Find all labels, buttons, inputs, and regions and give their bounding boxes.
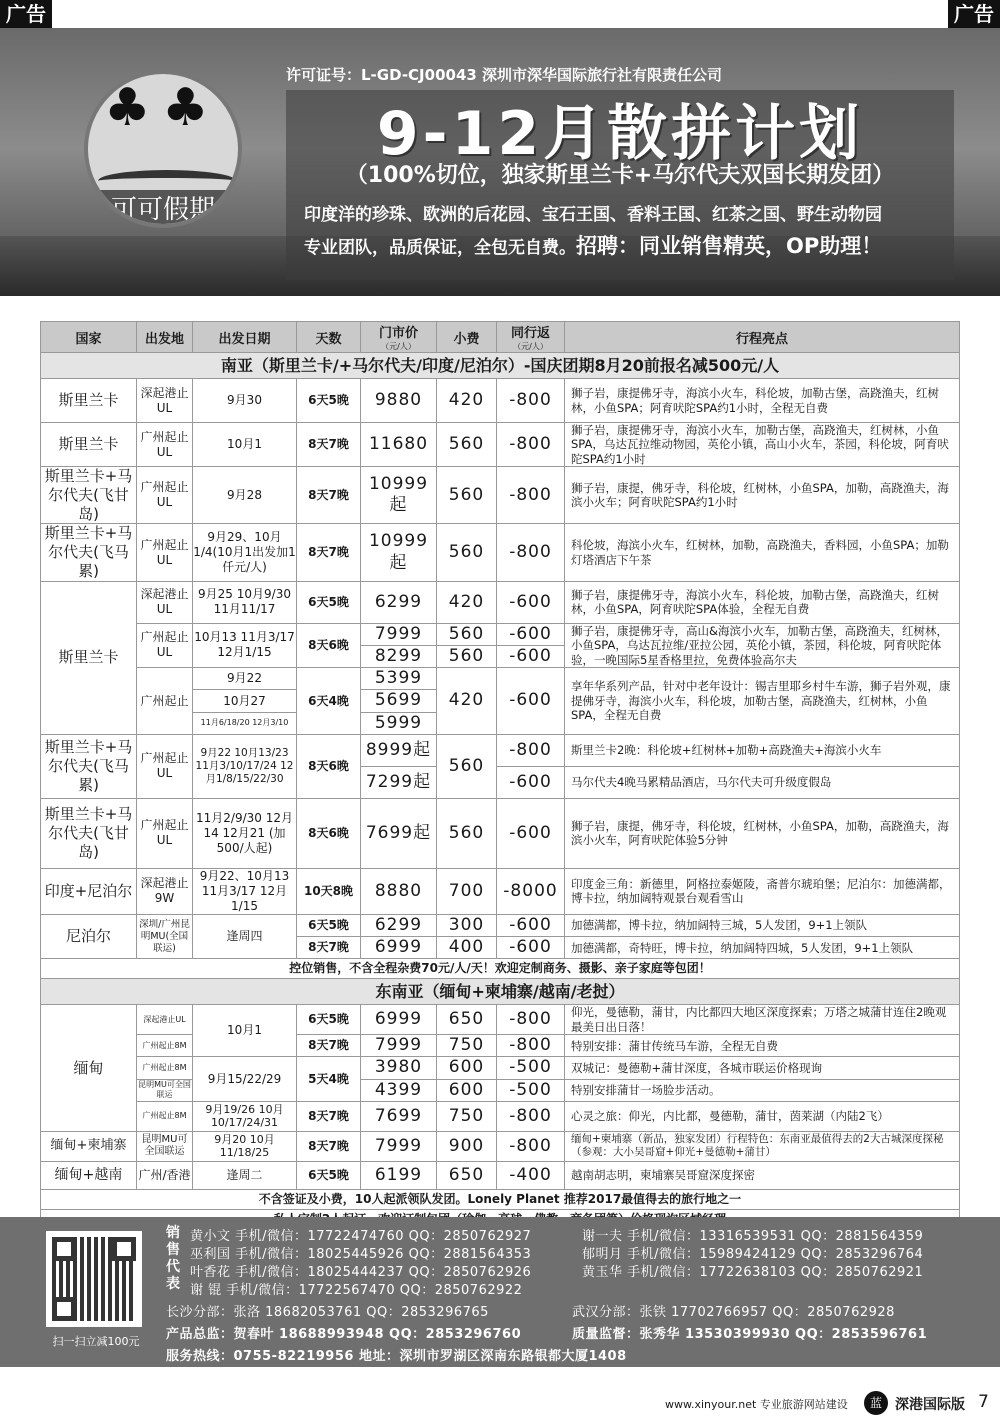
table-row: 斯里兰卡+马尔代夫(飞马累) 广州起止UL 9月29、10月1/4(10月1出发加1仟元/人) 8天7晚 10999起 560 -800 科伦坡，海滨小火车，红树林，加勒，高跷渔夫，香料园，小鱼SPA；加勒灯塔酒店下午茶 xyxy=(41,524,960,581)
tagline-destinations: 印度洋的珍珠、欧洲的后花园、宝石王国、香料王国、红茶之国、野生动物园 xyxy=(304,205,882,225)
qr-code[interactable] xyxy=(46,1231,142,1327)
table-row: 尼泊尔 深圳/广州昆明MU(全国联运) 逢周四 6天5晚 6299 300 -600 加德满都，博卡拉，纳加阔特三城，5人发团，9+1上领队 xyxy=(41,914,960,936)
palm-tree-icon: ♣ xyxy=(104,78,151,138)
table-row: 广州起止8M 9月19/26 10月10/17/24/31 8天7晚 7699 750 -800 心灵之旅：仰光，内比都，曼德勒，蒲甘，茵莱湖（内陆2飞） xyxy=(41,1101,960,1131)
license-text: 许可证号：L-GD-CJ00043 深圳市深华国际旅行社有限责任公司 xyxy=(286,66,723,84)
sales-rep: 谢 锟 手机/微信：17722567470 QQ：2850762922 xyxy=(190,1283,523,1298)
sales-rep: 巫利国 手机/微信：18025445926 QQ：2881564353 xyxy=(190,1247,532,1262)
page-bottom xyxy=(0,1390,1000,1417)
website-link[interactable]: www.xinyour.net 专业旅游网站建设 xyxy=(665,1398,848,1411)
qr-caption: 扫一扫立减100元 xyxy=(52,1335,140,1348)
page-title: 9-12月散拼计划 xyxy=(376,99,864,169)
edition-name: 深港国际版 xyxy=(895,1397,965,1413)
table-row: 广州起止 9月22 6天4晚 5399 420 -600 享年华系列产品，针对中老年设计：锡吉里耶乡村牛车游，狮子岩外观，康提佛牙寺，海滨小火车，科伦坡，加勒古堡，高跷渔夫，红树林，小鱼SPA，全程无自费 xyxy=(41,668,960,690)
table-row: 缅甸 深起港止UL 10月1 6天5晚 6999 650 -800 仰光，曼德勒，蒲甘，内比都四大地区深度探索；万塔之城蒲甘连住2晚观最美日出日落！ xyxy=(41,1005,960,1035)
note-row: 控位销售，不含全程杂费70元/人/天！欢迎定制商务、摄影、亲子家庭等包团！ xyxy=(41,959,960,979)
table-row: 昆明MU可全国联运 4399 600 -500 特别安排蒲甘一场脸步活动。 xyxy=(41,1079,960,1101)
table-row: 广州起止UL 10月13 11月3/17 12月1/15 8天6晚 7999 560 -600 狮子岩，康提佛牙寺，高山&海滨小火车，加勒古堡，高跷渔夫，红树林，小鱼SPA，乌达瓦拉维/亚拉公园，英伦小镇，茶园，科伦坡，阿育吠陀体验，一晚国际5星香格里拉，免费体验高尔夫 xyxy=(41,623,960,645)
quality-supervisor: 质量监督：张秀华 13530399930 QQ：2853596761 xyxy=(572,1327,928,1342)
table-header xyxy=(41,322,960,353)
col-price: 门市价 （元/人） xyxy=(361,322,437,353)
sales-rep: 叶香花 手机/微信：18025444237 QQ：2850762926 xyxy=(190,1265,532,1280)
tagline-recruit xyxy=(304,230,944,260)
col-date: 出发日期 xyxy=(193,322,297,353)
table-row: 10月27 5699 xyxy=(41,690,960,712)
table-row: 8天7晚 6999 400 -600 加德满都，奇特旺，博卡拉，纳加阔特四城，5人发团，9+1上领队 xyxy=(41,937,960,959)
table-row: 广州起止8M 9月15/22/29 5天4晚 3980 600 -500 双城记：曼德勒+蒲甘深度，各城市联运价格现询 xyxy=(41,1057,960,1079)
col-depart: 出发地 xyxy=(137,322,193,353)
tagline-quality: 专业团队，品质保证，全包无自费。 xyxy=(304,238,576,258)
section-title: 东南亚（缅甸+柬埔寨/越南/老挝） xyxy=(41,979,960,1005)
table-row: 印度+尼泊尔 深起港止9W 9月22、10月13 11月3/17 12月1/15 10天8晚 8880 700 -8000 印度金三角：新德里，阿格拉泰姬陵，斋普尔琥珀堡；尼泊尔：加德满都，博卡拉，纳加阔特观景台观看雪山 xyxy=(41,868,960,914)
publisher-logo-icon: 蓝 xyxy=(864,1391,888,1415)
service-hotline: 服务热线：0755-82219956 地址：深圳市罗湖区深南东路银都大厦1408 xyxy=(166,1349,627,1364)
note-row: 不含签证及小费，10人起派领队发团。Lonely Planet 推荐2017最值得去的旅行地之一 xyxy=(41,1189,960,1209)
table-row: 斯里兰卡+马尔代夫(飞甘岛) 广州起止UL 9月28 8天7晚 10999起 560 -800 狮子岩，康提，佛牙寺，科伦坡，红树林，小鱼SPA，加勒，高跷渔夫，海滨小火车；阿育吠陀SPA约1小时 xyxy=(41,467,960,524)
table-row: 8299 560 -600 xyxy=(41,645,960,667)
ad-label-left: 广告 xyxy=(0,0,52,28)
sales-rep: 郁明月 手机/微信：15989424129 QQ：2853296764 xyxy=(582,1247,924,1262)
table-row: 缅甸+越南 广州/香港 逢周二 6天5晚 6199 650 -400 越南胡志明，柬埔寨吴哥窟深度探密 xyxy=(41,1161,960,1189)
table-row: 缅甸+柬埔寨 昆明MU可全国联运 9月20 10月11/18/25 8天7晚 7999 900 -800 缅甸+柬埔寨（新品，独家发团）行程特色：东南亚最值得去的2大古城深度探秘（参观：大小吴哥窟+仰光+曼德勒+蒲甘） xyxy=(41,1131,960,1161)
table-row: 斯里兰卡 广州起止UL 10月1 8天7晚 11680 560 -800 狮子岩，康提佛牙寺，海滨小火车，加勒古堡，高跷渔夫，红树林，小鱼SPA，乌达瓦拉维动物园，英伦小镇，高山小火车，茶园，科伦坡，阿育吠陀SPA约1小时 xyxy=(41,423,960,467)
col-rebate: 同行返 （元/人） xyxy=(497,322,565,353)
table-row: 7299起 -600 马尔代夫4晚马累精品酒店，马尔代夫可升级度假岛 xyxy=(41,766,960,798)
section-title: 南亚（斯里兰卡/+马尔代夫/印度/尼泊尔）-国庆团期8月20前报名减500元/人 xyxy=(41,353,960,379)
col-days: 天数 xyxy=(297,322,361,353)
table-row: 斯里兰卡 深起港止UL 9月30 6天5晚 9880 420 -800 狮子岩，康提佛牙寺，海滨小火车，科伦坡，加勒古堡，高跷渔夫，红树林，小鱼SPA；阿育吠陀SPA约1小时，全程无自费 xyxy=(41,379,960,423)
table-row: 斯里兰卡+马尔代夫(飞甘岛) 广州起止UL 11月2/9/30 12月14 12月21 (加500/人起) 8天6晚 7699起 560 -600 狮子岩，康提，佛牙寺，科伦坡，红树林，小鱼SPA，加勒，高跷渔夫，海滨小火车，阿育吠陀体验5分钟 xyxy=(41,798,960,868)
brand-logo xyxy=(84,70,242,228)
table-row: 斯里兰卡 深起港止UL 9月25 10月9/30 11月11/17 6天5晚 6299 420 -600 狮子岩，康提佛牙寺，海滨小火车，科伦坡，加勒古堡，高跷渔夫，红树林，小鱼SPA，阿育吠陀SPA体验，全程无自费 xyxy=(41,581,960,623)
table-row: 广州起止8M 8天7晚 7999 750 -800 特别安排：蒲甘传统马车游，全程无自费 xyxy=(41,1035,960,1057)
sales-label: 销售代表 xyxy=(166,1225,180,1292)
tour-table xyxy=(40,321,960,1230)
table-row: 斯里兰卡+马尔代夫(飞马累) 广州起止UL 9月22 10月13/23 11月3/10/17/24 12月1/8/15/22/30 8天6晚 8999起 560 -800 斯里兰卡2晚：科伦坡+红树林+加勒+高跷渔夫+海滨小火车 xyxy=(41,734,960,766)
product-director: 产品总监：贺春叶 18688993948 QQ：2853296760 xyxy=(166,1327,522,1342)
palm-tree-icon: ♣ xyxy=(162,78,209,138)
contact-footer xyxy=(0,1217,1000,1367)
hammock-icon xyxy=(98,170,236,192)
tagline-hiring: 招聘：同业销售精英，OP助理！ xyxy=(576,234,883,258)
sales-rep: 黄玉华 手机/微信：17722638103 QQ：2850762921 xyxy=(582,1265,924,1280)
page-number: 7 xyxy=(978,1392,989,1412)
page-subtitle: （100%切位，独家斯里兰卡+马尔代夫双国长期发团） xyxy=(345,163,895,188)
col-country: 国家 xyxy=(41,322,137,353)
col-tip: 小费 xyxy=(437,322,497,353)
col-highlights: 行程亮点 xyxy=(565,322,960,353)
logo-text: 可可假期 xyxy=(88,190,238,228)
branch-wuhan: 武汉分部：张铁 17702766957 QQ：2850762928 xyxy=(572,1305,895,1320)
ad-label-right: 广告 xyxy=(948,0,1000,28)
sales-rep: 黄小文 手机/微信：17722474760 QQ：2850762927 xyxy=(190,1229,532,1244)
sales-rep: 谢一夫 手机/微信：13316539531 QQ：2881564359 xyxy=(582,1229,924,1244)
branch-changsha: 长沙分部：张洛 18682053761 QQ：2853296765 xyxy=(166,1305,489,1320)
table-row: 11月6/18/20 12月3/10 5999 xyxy=(41,712,960,734)
